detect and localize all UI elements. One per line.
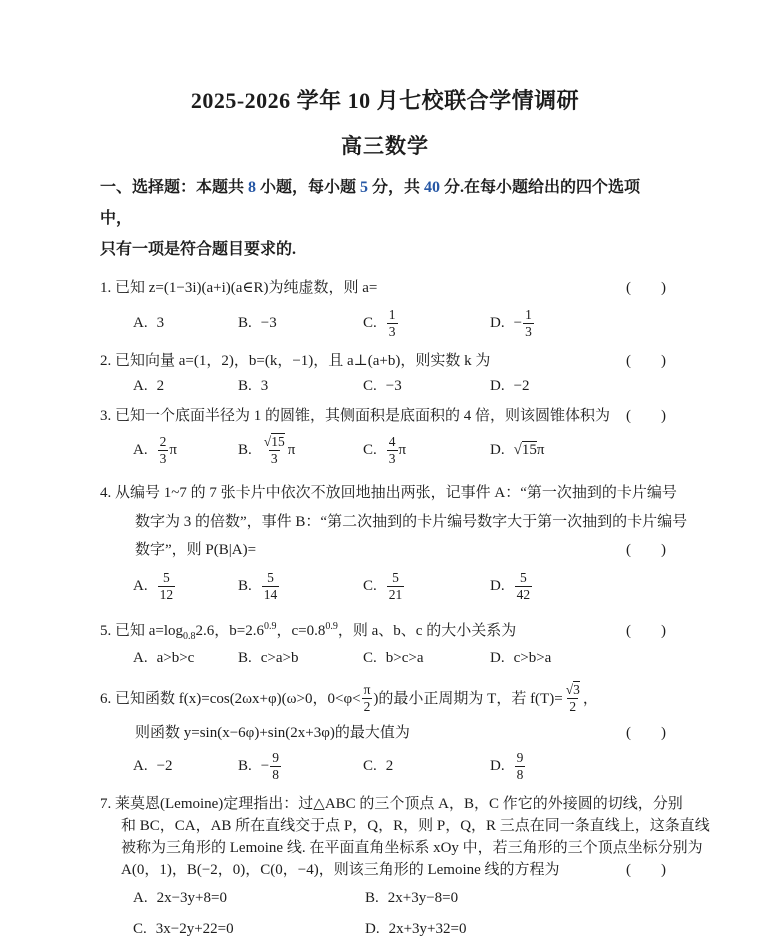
question-4 <box>100 479 688 609</box>
option-a: A. 3 <box>133 314 165 331</box>
option-c: C. $\frac{1}{3}$ <box>363 306 396 339</box>
question-7-line-2: 和 BC，CA，AB 所在直线交于点 P，Q，R，则 P，Q，R 三点在同一条直线上，这条直线 <box>121 817 710 834</box>
radical: √15 <box>513 441 537 458</box>
option-a: A. $\frac{5}{12}$ <box>133 570 174 602</box>
fraction: $\frac{5}{14}$ <box>263 570 278 602</box>
section-instruction-line1: 一、选择题：本题共 8 小题，每小题 5 分，共 40 分.在每小题给出的四个选项中， <box>100 179 641 227</box>
answer-bracket: ( ) <box>626 542 666 558</box>
exam-subtitle: 高三数学 <box>341 134 429 158</box>
question-1-stem <box>100 276 670 300</box>
stem-text: 已知向量 a=(1，2)，b=(k，−1)，且 a⊥(a+b)，则实数 k 为 <box>115 353 491 369</box>
question-number: 2. <box>100 353 112 369</box>
option-b: B. c>a>b <box>238 650 299 666</box>
stem-text: 从编号 1~7 的 7 张卡片中依次不放回地抽出两张，记事件 A：“第一次抽到的卡片编号 <box>115 485 677 501</box>
options-row <box>100 373 670 399</box>
question-3 <box>100 404 670 472</box>
option-d: D. $\frac{9}{8}$ <box>490 750 524 782</box>
radical: √15 <box>263 433 285 449</box>
question-5 <box>100 618 670 672</box>
option-b: B. −3 <box>238 314 277 331</box>
question-4-line-2: 数字为 3 的倍数”，事件 B：“第二次抽到的卡片编号数字大于第一次抽到的卡片编号 <box>135 513 688 530</box>
question-1 <box>100 276 670 344</box>
fraction: $\frac{5}{21}$ <box>388 570 403 602</box>
radical: √3 <box>565 682 580 698</box>
question-6-line-1: 6. 已知函数 f(x)=cos(2ωx+φ)(ω>0，0<φ< $\frac{\pi}{2}$ )的最小正周期为 T，若 f(T)= $\frac{√3}{2}$ ， <box>100 682 598 714</box>
question-number: 7. <box>100 795 112 812</box>
option-a: A. a>b>c <box>133 650 195 666</box>
answer-bracket: ( ) <box>626 622 666 639</box>
option-d: D. 2x+3y+32=0 <box>365 920 467 937</box>
options-grid <box>100 887 670 940</box>
section-instruction-line2: 只有一项是符合题目要求的. <box>100 241 297 258</box>
exam-title: 2025-2026 学年 10 月七校联合学情调研 <box>190 88 580 113</box>
option-a: A. −2 <box>133 758 173 774</box>
option-c: C. 3x−2y+22=0 <box>133 920 234 937</box>
fraction: $\frac{1}{3}$ <box>388 306 396 339</box>
option-d: D. $\frac{5}{42}$ <box>490 570 531 602</box>
question-number: 3. <box>100 408 112 424</box>
answer-bracket: ( ) <box>626 280 666 296</box>
option-b: B. $\frac{5}{14}$ <box>238 570 278 602</box>
option-b: B. − $\frac{9}{8}$ <box>238 750 279 782</box>
answer-bracket: ( ) <box>626 353 666 369</box>
option-a: A. 2x−3y+8=0 <box>133 889 227 906</box>
question-number: 6. <box>100 690 112 707</box>
question-5-stem: 5. 已知 $a=\log_{0.8}2.6$，$b=2.6^{0.9}$，$c=0.8^{0.9}$，则 a、b、c 的大小关系为 ( ) <box>100 618 670 644</box>
option-c: C. $\frac{4}{3}$ π <box>363 433 407 466</box>
answer-bracket: ( ) <box>626 408 666 424</box>
option-a: A. $\frac{2}{3}$ π <box>133 433 177 466</box>
question-2-stem <box>100 349 670 373</box>
question-6 <box>100 679 670 788</box>
answer-bracket: ( ) <box>626 724 666 741</box>
question-7-line-4: A(0，1)，B(−2，0)，C(0，−4)，则该三角形的 Lemoine 线的方程为 ( ) <box>100 859 670 881</box>
question-number: 5. <box>100 622 112 639</box>
stem-text: 已知一个底面半径为 1 的圆锥，其侧面积是底面积的 4 倍，则该圆锥体积为 <box>115 408 611 424</box>
options-row <box>100 302 670 344</box>
fraction: $\frac{√3}{2}$ <box>565 682 580 714</box>
options-row <box>100 746 670 788</box>
fraction: $\frac{\pi}{2}$ <box>363 682 371 714</box>
question-7-line-1: 7. 莱莫恩(Lemoine)定理指出：过△ABC 的三个顶点 A，B，C 作它的外接圆的切线，分别 <box>100 795 683 812</box>
option-a: A. 2 <box>133 377 165 394</box>
question-number: 1. <box>100 280 112 296</box>
option-c: C. $\frac{5}{21}$ <box>363 570 403 602</box>
fraction: $\frac{5}{42}$ <box>516 570 531 602</box>
option-c: C. b>c>a <box>363 650 424 666</box>
option-c: C. −3 <box>363 377 402 394</box>
question-7 <box>100 793 710 940</box>
num-questions: 8 <box>248 179 257 196</box>
fraction: $\frac{2}{3}$ <box>159 433 167 466</box>
fraction: $\frac{5}{12}$ <box>159 570 174 602</box>
fraction: $\frac{4}{3}$ <box>388 433 396 466</box>
answer-bracket: ( ) <box>626 861 666 878</box>
question-4-line-3: 数字”，则 P(B|A)= ( ) <box>100 536 670 565</box>
option-d: D. −2 <box>490 377 530 394</box>
option-b: B. $\frac{√15}{3}$ π <box>238 433 296 466</box>
options-row <box>100 565 670 609</box>
options-row <box>100 428 670 472</box>
options-row <box>100 646 670 672</box>
points-each: 5 <box>360 179 369 196</box>
fraction: $\frac{√15}{3}$ <box>263 433 285 466</box>
question-number: 4. <box>100 485 112 501</box>
option-b: B. 2x+3y−8=0 <box>365 889 459 906</box>
stem-text: 已知 z=(1−3i)(a+i)(a∈R)为纯虚数，则 a= <box>115 280 378 296</box>
fraction: $\frac{1}{3}$ <box>525 306 532 339</box>
fraction: $\frac{9}{8}$ <box>272 750 279 782</box>
option-b: B. 3 <box>238 377 269 394</box>
option-d: D. c>b>a <box>490 650 552 666</box>
fraction: $\frac{9}{8}$ <box>516 750 524 782</box>
question-2 <box>100 349 670 399</box>
option-d: D. − $\frac{1}{3}$ <box>490 306 532 339</box>
total-points: 40 <box>424 179 441 196</box>
question-6-line-2: 则函数 y=sin(x−6φ)+sin(2x+3φ)的最大值为 ( ) <box>100 720 670 746</box>
option-d: D. √15 π <box>490 441 545 458</box>
question-4-line-1 <box>100 479 677 508</box>
question-7-line-3: 被称为三角形的 Lemoine 线. 在平面直角坐标系 xOy 中，若三角形的三个顶点坐标分别为 <box>121 839 703 856</box>
option-c: C. 2 <box>363 758 394 774</box>
section-instruction <box>100 172 670 265</box>
question-3-stem <box>100 404 670 428</box>
